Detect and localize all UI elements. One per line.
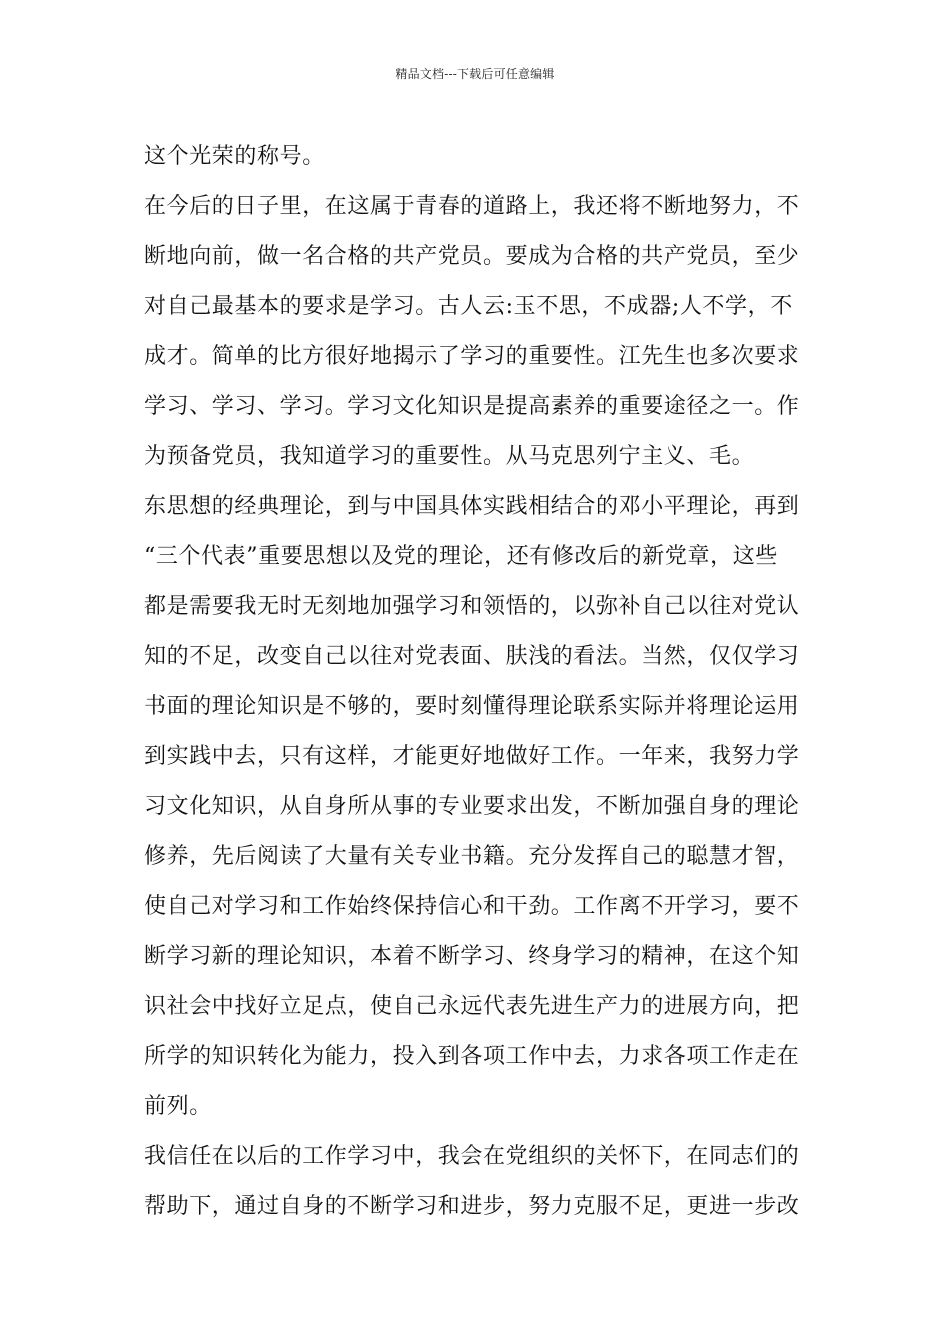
body-text: [144, 132, 814, 1232]
text-line: 学习、学习、学习。学习文化知识是提高素养的重要途径之一。作: [144, 394, 800, 419]
text-line: 断地向前，做一名合格的共产党员。要成为合格的共产党员，至少: [144, 244, 800, 269]
text-line: “三个代表”重要思想以及党的理论，还有修改后的新党章，这些: [144, 544, 778, 569]
text-line: 所学的知识转化为能力，投入到各项工作中去，力求各项工作走在: [144, 1044, 800, 1069]
text-line: 前列。: [144, 1094, 212, 1119]
text-line: 断学习新的理论知识，本着不断学习、终身学习的精神，在这个知: [144, 944, 800, 969]
text-line: 到实践中去，只有这样，才能更好地做好工作。一年来，我努力学: [144, 744, 800, 769]
text-line: 东思想的经典理论，到与中国具体实践相结合的邓小平理论，再到: [144, 494, 800, 519]
page-header: 精品文档---下载后可任意编辑: [395, 67, 555, 81]
text-line: 使自己对学习和工作始终保持信心和干劲。工作离不开学习，要不: [144, 894, 800, 919]
text-line: 我信任在以后的工作学习中，我会在党组织的关怀下，在同志们的: [144, 1144, 800, 1169]
text-line: 这个光荣的称号。: [144, 144, 325, 169]
text-line: 帮助下，通过自身的不断学习和进步，努力克服不足，更进一步改: [144, 1194, 800, 1219]
text-line: 为预备党员，我知道学习的重要性。从马克思列宁主义、毛。: [144, 444, 755, 469]
text-line: 习文化知识，从自身所从事的专业要求出发，不断加强自身的理论: [144, 794, 800, 819]
text-line: 成才。简单的比方很好地揭示了学习的重要性。江先生也多次要求: [144, 344, 800, 369]
text-line: 都是需要我无时无刻地加强学习和领悟的，以弥补自己以往对党认: [144, 594, 800, 619]
text-line: 修养，先后阅读了大量有关专业书籍。充分发挥自己的聪慧才智，: [144, 844, 800, 869]
text-line: 在今后的日子里，在这属于青春的道路上，我还将不断地努力，不: [144, 194, 800, 219]
text-line: 识社会中找好立足点，使自己永远代表先进生产力的进展方向，把: [144, 994, 800, 1019]
text-line: 知的不足，改变自己以往对党表面、肤浅的看法。当然，仅仅学习: [144, 644, 800, 669]
text-line: 对自己最基本的要求是学习。古人云:玉不思，不成器;人不学，不: [144, 294, 793, 319]
text-line: 书面的理论知识是不够的，要时刻懂得理论联系实际并将理论运用: [144, 694, 800, 719]
